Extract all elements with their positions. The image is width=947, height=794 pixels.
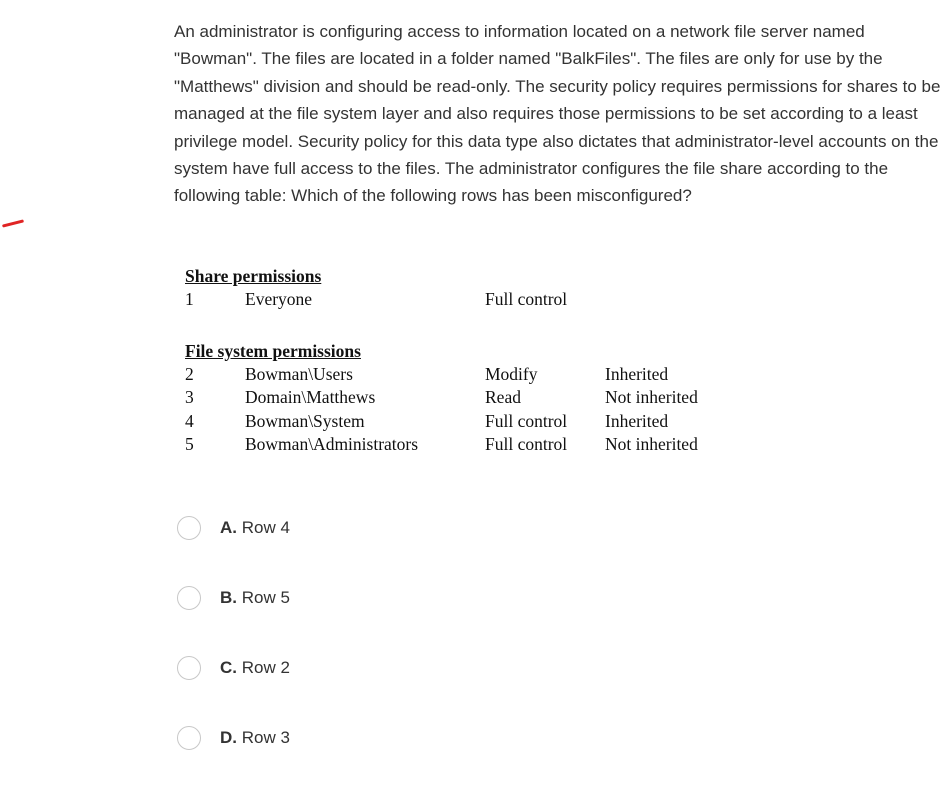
table-row <box>185 363 745 387</box>
row-permission: Full control <box>485 289 568 309</box>
option-label: Row 4 <box>241 518 290 537</box>
table-row <box>185 433 745 457</box>
row-inheritance: Inherited <box>605 363 669 384</box>
row-permission: Modify <box>485 363 538 384</box>
red-pen-mark <box>2 219 24 227</box>
permissions-table <box>185 264 745 457</box>
option-letter: B. <box>220 588 237 607</box>
option-label: Row 2 <box>241 658 290 677</box>
row-permission: Full control <box>485 434 568 454</box>
row-account: Domain\Matthews <box>245 387 376 407</box>
row-number: 3 <box>185 387 194 407</box>
row-number: 5 <box>185 434 194 454</box>
radio-button-d[interactable] <box>177 726 201 750</box>
row-number: 4 <box>185 410 194 431</box>
row-inheritance: Not inherited <box>605 434 698 454</box>
option-letter: D. <box>220 728 237 747</box>
option-letter: C. <box>220 658 237 677</box>
radio-button-b[interactable] <box>177 586 201 610</box>
option-label: Row 5 <box>241 588 290 607</box>
share-permissions-title: Share permissions <box>185 266 322 286</box>
table-row <box>185 410 745 434</box>
option-c[interactable] <box>177 654 290 682</box>
row-permission: Read <box>485 387 521 407</box>
answer-options <box>177 514 290 794</box>
option-letter: A. <box>220 518 237 537</box>
row-number: 2 <box>185 363 194 384</box>
option-a[interactable] <box>177 514 290 542</box>
table-row <box>185 386 745 410</box>
table-row <box>185 288 745 312</box>
row-inheritance: Inherited <box>605 410 669 431</box>
option-d[interactable] <box>177 724 290 752</box>
row-account: Bowman\Administrators <box>245 434 419 454</box>
file-system-permissions-title: File system permissions <box>185 340 361 361</box>
row-permission: Full control <box>485 410 568 431</box>
radio-button-c[interactable] <box>177 656 201 680</box>
option-b[interactable] <box>177 584 290 612</box>
question-text: An administrator is configuring access to information located on a network file server named "Bowman". The files are located in a folder named "BalkFiles". The files are only for use by the "Matthews" division and should be read-only. The security policy requires permissions for shares to be managed at the file system layer and also requires those permissions to be set according to a least privilege model. Security policy for this data type also dictates that administrator-level accounts on the system have full access to the files. The administrator configures the file share according to the following table: Which of the following rows has been misconfigured? <box>174 22 941 206</box>
row-account: Everyone <box>245 289 313 309</box>
row-inheritance: Not inherited <box>605 387 698 407</box>
row-number: 1 <box>185 289 194 309</box>
row-account: Bowman\Users <box>245 363 353 384</box>
option-label: Row 3 <box>241 728 290 747</box>
row-account: Bowman\System <box>245 410 365 431</box>
radio-button-a[interactable] <box>177 516 201 540</box>
